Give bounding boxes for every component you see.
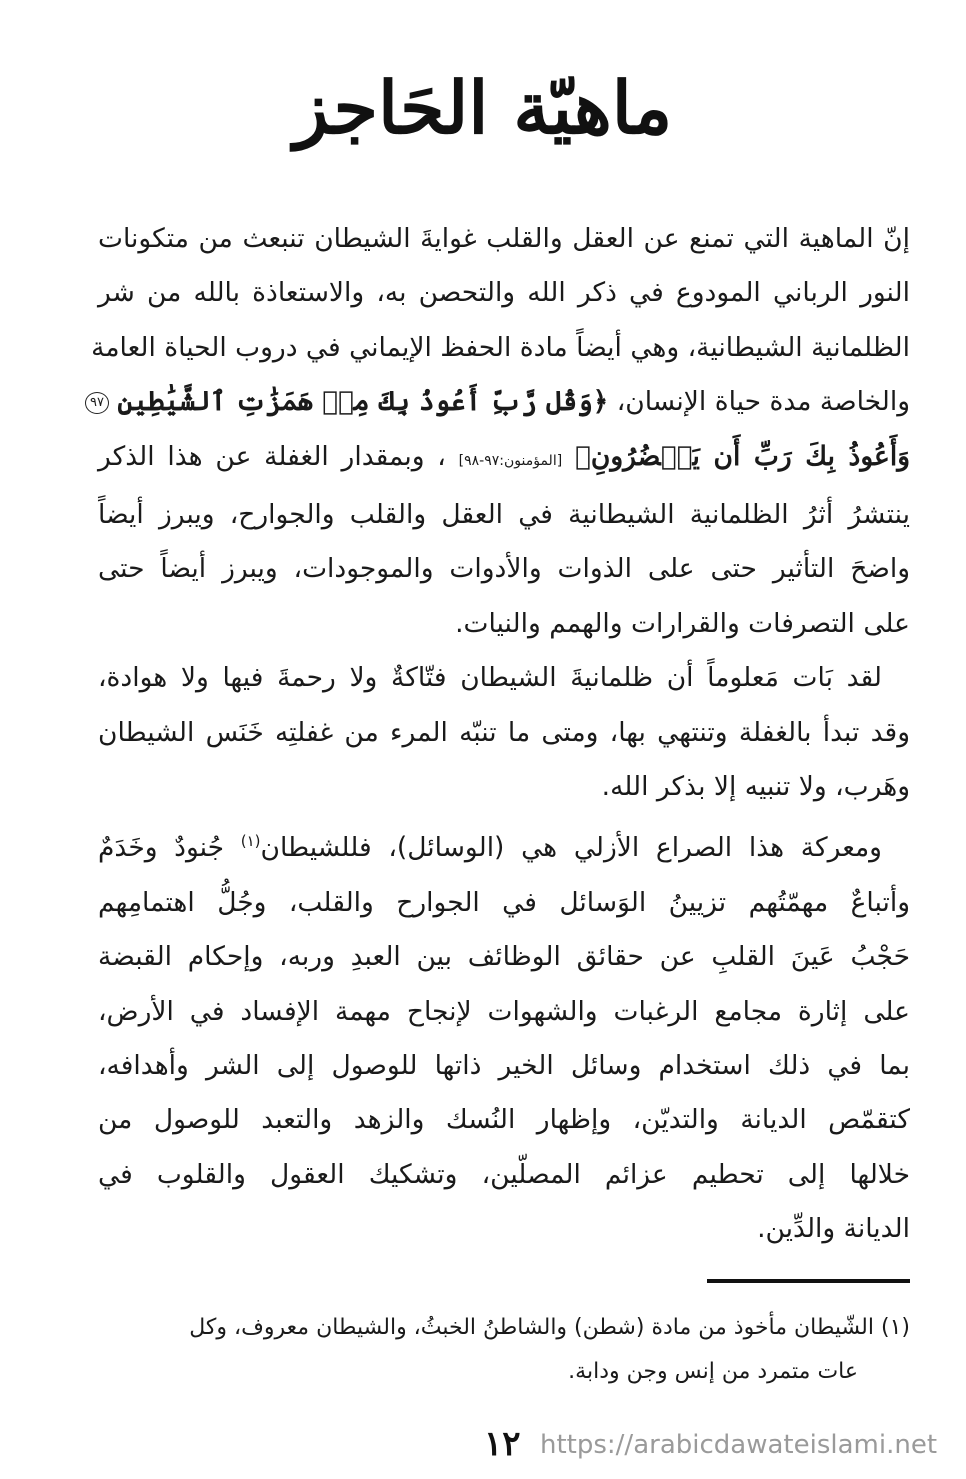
text-line: وهَرب، ولا تنبيه إلا بذكر الله. <box>601 771 910 803</box>
text-segment: ومعركة هذا الصراع الأزلي هي (الوسائل)، فللشيطان <box>260 832 882 864</box>
text-line: على التصرفات والقرارات والهمم والنيات. <box>455 607 910 639</box>
text-line <box>89 375 910 429</box>
text-line <box>98 814 910 875</box>
watermark-url: https://arabicdawateislami.net <box>540 1430 938 1460</box>
text-line: حَجْبُ عَينَ القلبِ عن حقائق الوظائف بين العبدِ وربه، وإحكام القبضة <box>98 941 910 973</box>
text-line: كتقمّص الديانة والتديّن، وإظهار النُسك والزهد والتعبد للوصول من <box>98 1104 910 1136</box>
text-line: وقد تبدأ بالغفلة وتنتهي بها، ومتى ما تنبّه المرء من غفلتِه خَنَس الشيطان <box>98 716 910 748</box>
text-line: واضحَ التأثير حتى على الذوات والأدوات والموجودات، ويبرز أيضاً حتى <box>98 553 910 585</box>
text-line: إنّ الماهية التي تمنع عن العقل والقلب غوايةَ الشيطان تنبعث من متكونات <box>98 223 910 254</box>
text-line: وأتباعٌ مهمّتُهم تزيينُ الوَسائل في الجوارح والقلب، وجُلُّ اهتمامِهم <box>98 886 910 918</box>
footnote-line: عات متمرد من إنس وجن ودابة. <box>568 1359 858 1384</box>
body-text <box>89 212 911 1257</box>
verse-reference: [المؤمنون:٩٧-٩٨] <box>458 452 563 469</box>
page-title: ماهيّة الحَاجز <box>293 65 673 150</box>
text-line: خلالها إلى تحطيم عزائم المصلّين، وتشكيك العقول والقلوب في <box>98 1158 910 1190</box>
text-line: الظلمانية الشيطانية، وهي أيضاً مادة الحفظ الإيماني في دروب الحياة العامة <box>91 331 910 363</box>
footnote <box>98 1306 910 1394</box>
text-line: الديانة والدِّين. <box>757 1213 910 1245</box>
footnote-marker: (١) <box>240 832 261 851</box>
text-segment: والخاصة مدة حياة الإنسان، <box>616 386 910 418</box>
footnote-separator <box>707 1279 910 1283</box>
quran-verse: ﴿وَقُل رَّبِّ أَعُوذُ بِكَ مِنۡ هَمَزَٰتِ ٱلشَّيَٰطِينِ <box>117 386 609 418</box>
text-line <box>98 430 910 488</box>
text-segment: ، وبمقدار الغفلة عن هذا الذكر <box>98 440 446 472</box>
text-line: ينتشرُ أثرُ الظلمانية الشيطانية في العقل والقلب والجوارح، ويبرز أيضاً <box>98 499 910 531</box>
ayah-number-badge: ٩٧ <box>85 392 109 414</box>
quran-verse: وَأَعُوذُ بِكَ رَبِّ أَن يَحۡضُرُونِ﴾ <box>574 440 911 472</box>
text-line: على إثارة مجامع الرغبات والشهوات لإنجاح مهمة الإفساد في الأرض، <box>98 995 910 1027</box>
text-line: لقد بَات مَعلوماً أن ظلمانيةَ الشيطان فتّاكةٌ ولا رحمةَ فيها ولا هوادة، <box>98 662 882 694</box>
footnote-line: (١) الشّيطان مأخوذ من مادة (شطن) والشاطنُ الخبثُ، والشيطان معروف، وكل <box>189 1315 910 1340</box>
page-number: ١٢ <box>484 1424 521 1464</box>
text-segment: جُنودٌ وخَدَمٌ <box>98 832 225 864</box>
text-line: بما في ذلك استخدام وسائل الخير ذاتها للوصول إلى الشر وأهدافه، <box>98 1049 910 1081</box>
text-line: النور الرباني المودوع في ذكر الله والتحصن به، والاستعاذة بالله من شر <box>98 277 910 309</box>
